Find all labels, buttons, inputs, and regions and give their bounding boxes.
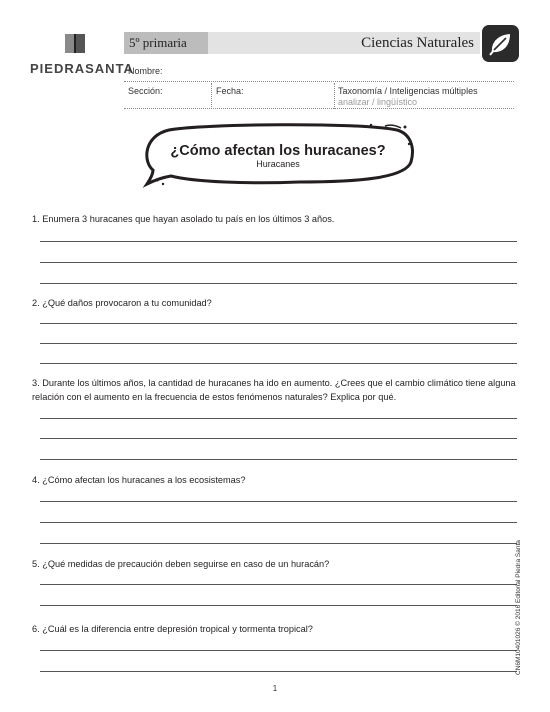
answer-line[interactable] <box>40 522 517 523</box>
answer-line[interactable] <box>40 363 517 364</box>
publisher-logo: PIEDRASANTA <box>30 61 134 76</box>
answer-line[interactable] <box>40 459 517 460</box>
answer-line[interactable] <box>40 501 517 502</box>
question-2: 2. ¿Qué daños provocaron a tu comunidad? <box>32 298 212 308</box>
answer-line[interactable] <box>40 543 517 544</box>
answer-line[interactable] <box>40 671 517 672</box>
question-6: 6. ¿Cuál es la diferencia entre depresión tropical y tormenta tropical? <box>32 624 313 634</box>
answer-line[interactable] <box>40 605 517 606</box>
date-label: Fecha: <box>216 86 244 96</box>
taxonomy-values: analizar / lingüístico <box>338 97 418 107</box>
question-5: 5. ¿Qué medidas de precaución deben seguirse en caso de un huracán? <box>32 559 330 569</box>
answer-line[interactable] <box>40 438 517 439</box>
name-label: Nombre: <box>128 66 163 76</box>
answer-line[interactable] <box>40 418 517 419</box>
activity-title: ¿Cómo afectan los huracanes? <box>170 143 386 159</box>
section-label: Sección: <box>128 86 163 96</box>
taxonomy-label: Taxonomía / Inteligencias múltiples <box>338 86 478 96</box>
question-4: 4. ¿Cómo afectan los huracanes a los ecosistemas? <box>32 475 246 485</box>
answer-line[interactable] <box>40 283 517 284</box>
answer-line[interactable] <box>40 262 517 263</box>
answer-line[interactable] <box>40 650 517 651</box>
divider <box>211 83 212 109</box>
activity-subtitle: Huracanes <box>256 159 300 169</box>
answer-line[interactable] <box>40 241 517 242</box>
name-field[interactable] <box>124 81 514 82</box>
grade-label: 5º primaria <box>129 35 187 50</box>
question-1: 1. Enumera 3 huracanes que hayan asolado tu país en los últimos 3 años. <box>32 214 335 224</box>
answer-line[interactable] <box>40 584 517 585</box>
section-row-line <box>124 108 514 109</box>
divider <box>334 83 335 109</box>
subject-label: Ciencias Naturales <box>361 35 474 51</box>
answer-line[interactable] <box>40 343 517 344</box>
copyright-note: CN6M10401026 © 2016 Editorial Piedra Santa <box>515 540 522 675</box>
answer-line[interactable] <box>40 323 517 324</box>
book-logo-icon <box>63 32 87 56</box>
leaf-icon <box>482 25 519 62</box>
page-number: 1 <box>272 684 278 693</box>
question-3: 3. Durante los últimos años, la cantidad de huracanes ha ido en aumento. ¿Crees que el cambio climático tiene alguna relación con el aumento en la frecuencia de estos fenómenos naturales? Explica por qué. <box>32 378 516 402</box>
